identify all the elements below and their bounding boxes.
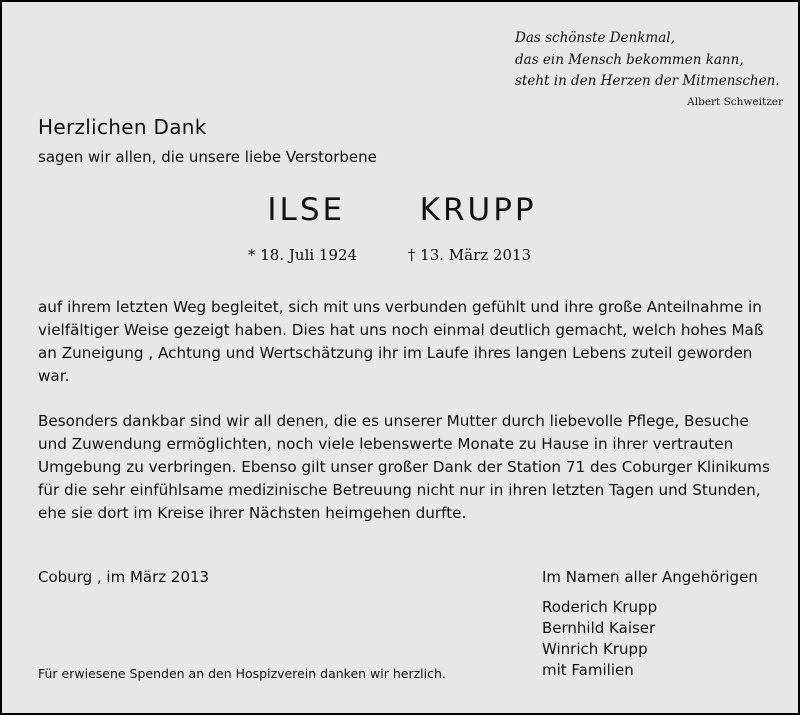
deceased-name: ILSE KRUPP	[267, 192, 537, 228]
body-paragraph-2: Besonders dankbar sind wir all denen, die es unserer Mutter durch liebevolle Pflege, Besuche und Zuwendung ermöglichten, noch viele lebenswerte Monate zu Hause in ihrer vertrauten Umgebung zu verbringen. Ebenso gilt unser großer Dank der Station 71 des Coburger Klinikums für die sehr einfühlsame medizinische Betreuung nicht nur in ihren letzten Tagen und Stunden, ehe sie dort im Kreise ihrer Nächsten heimgehen durfte.	[38, 412, 770, 522]
quote-line: das ein Mensch bekommen kann,	[515, 51, 744, 68]
death-date: † 13. März 2013	[407, 246, 532, 264]
family-heading: Im Namen aller Angehörigen	[542, 568, 758, 586]
quote-line: steht in den Herzen der Mitmenschen.	[515, 73, 780, 89]
family-member: Winrich Krupp	[542, 640, 648, 658]
quote-block	[515, 28, 785, 109]
family-member: Roderich Krupp	[542, 598, 658, 616]
family-member: mit Familien	[542, 661, 634, 679]
birth-date: * 18. Juli 1924	[248, 246, 358, 264]
quote-author: Albert Schweitzer	[687, 95, 783, 108]
family-member: Bernhild Kaiser	[542, 619, 656, 637]
quote-line: Das schönste Denkmal,	[515, 30, 675, 46]
donation-note: Für erwiesene Spenden an den Hospizverein danken wir herzlich.	[38, 666, 446, 681]
body-paragraph-1: auf ihrem letzten Weg begleitet, sich mit uns verbunden gefühlt und ihre große Anteilnahme in vielfältiger Weise gezeigt haben. Dies hat uns noch einmal deutlich gemacht, welch hohes Maß an Zuneigung , Achtung und Wertschätzung ihr im Laufe ihres langen Lebens zuteil geworden war.	[38, 298, 764, 385]
life-dates	[248, 246, 531, 264]
place-and-date: Coburg , im März 2013	[38, 568, 210, 586]
family-signature	[542, 568, 758, 681]
thanks-subheading: sagen wir allen, die unsere liebe Verstorbene	[38, 148, 377, 166]
thanks-heading: Herzlichen Dank	[38, 115, 207, 139]
